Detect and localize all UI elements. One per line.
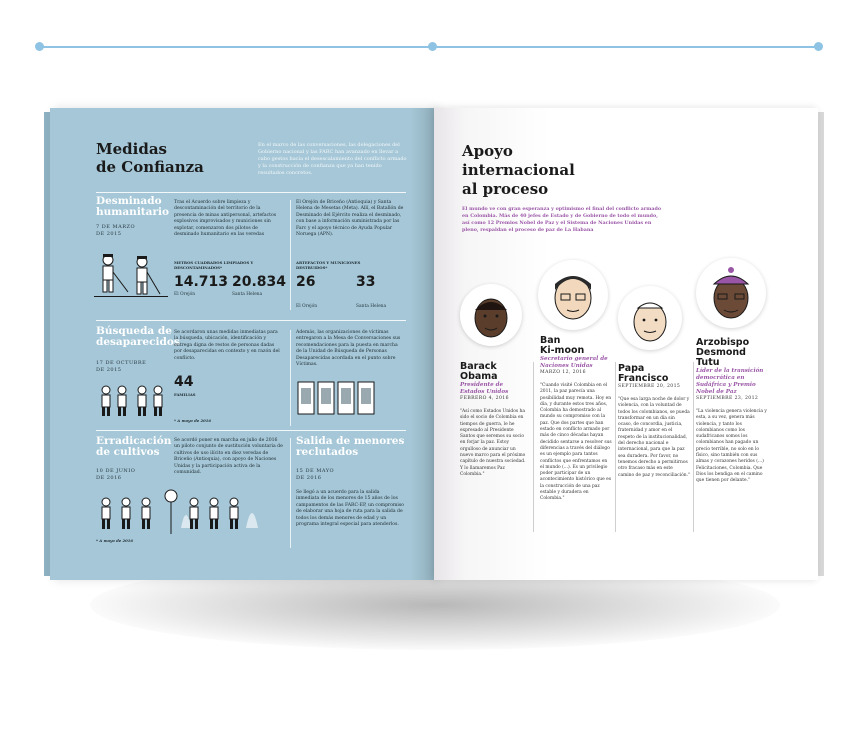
section-date: [96, 224, 135, 238]
person-role: Presidente de Estados Unidos: [460, 382, 509, 395]
documents-illustration: [296, 378, 378, 420]
person-name: Obama: [460, 371, 498, 382]
title-line: reclutados: [296, 446, 359, 458]
divider: [96, 430, 406, 431]
crops-illustration: [96, 488, 266, 538]
title-line: al proceso: [462, 180, 549, 198]
timeline-dot[interactable]: [814, 42, 823, 51]
title-line: Apoyo: [462, 142, 513, 160]
stat-label: ARTEFACTOS Y MUNICIONES DESTRUIDOS*: [296, 260, 361, 270]
body-text: Se acordaron unas medidas inmediatas para la búsqueda, ubicación, identificación y entrega digna de restos de personas dadas por desaparecidas en contexto y en razón del conflicto.: [174, 330, 280, 361]
date-line: DE 2016: [296, 475, 322, 481]
person-date: SEPTIEMBRE 23, 2012: [696, 396, 759, 401]
date-line: 7 DE MARZO: [96, 224, 136, 230]
timeline-bar: [38, 46, 818, 48]
date-line: DE 2015: [96, 367, 122, 373]
stat-label: METROS CUADRADOS LIMPIADOS Y DESCONTAMINADOS*: [174, 260, 254, 270]
page-title: [462, 142, 575, 199]
person-date: FEBRERO 4, 2016: [460, 396, 509, 401]
timeline-dot[interactable]: [428, 42, 437, 51]
section-title-erradicacion: [96, 436, 171, 458]
title-line: de cultivos: [96, 446, 160, 458]
divider: [615, 362, 616, 532]
date-line: DE 2015: [96, 231, 122, 237]
divider: [96, 320, 406, 321]
deminers-illustration: [94, 248, 170, 300]
footnote: * A mayo de 2016: [96, 538, 134, 543]
stat-number: 26: [296, 274, 316, 290]
stat-number: 33: [356, 274, 376, 290]
divider: [290, 438, 291, 548]
title-line: Erradicación: [96, 435, 172, 447]
avatar: [460, 284, 522, 346]
date-line: DE 2016: [96, 475, 122, 481]
stat-label: FAMILIAS: [174, 392, 196, 397]
stat-number: 44: [174, 374, 194, 390]
stat-place: Santa Helena: [356, 304, 387, 309]
divider: [533, 362, 534, 532]
person-quote: "Cuando visité Colombia en el 2011, la paz parecía una posibilidad muy remota. Hoy en día, y durante estos tres años, Colombia ha demostrado al mundo su compromiso con la paz. Que dos partes que han estado en conflicto armado por más de cinco décadas hayan decidido sentarse a resolver sus diferencias a través del diálogo es un ejemplo para tantos conflictos que enfrentamos en el mundo (...). Es un privilegio poder participar de un acontecimiento histórico que es la construcción de una paz estable y duradera en Colombia.": [540, 383, 612, 502]
body-text: Además, las organizaciones de víctimas entregaron a la Mesa de Conversaciones sus recomendaciones para la puesta en marcha de la Unidad de Búsqueda de Personas Desaparecidas acordada en el punto sobre Víctimas.: [296, 330, 401, 368]
person-role: Secretario general de Naciones Unidas: [540, 356, 608, 369]
timeline-dot[interactable]: [35, 42, 44, 51]
stat-number: 20.834: [232, 274, 287, 290]
title-line: internacional: [462, 161, 575, 179]
section-title-menores: [296, 436, 404, 458]
pope-francisco-portrait-icon: [618, 286, 682, 350]
section-title-desminado: [96, 196, 169, 218]
title-line: humanitario: [96, 206, 169, 218]
person-column: [460, 362, 528, 478]
date-line: 10 DE JUNIO: [96, 468, 136, 474]
title-line: desaparecidos: [96, 336, 180, 348]
person-name: Francisco: [618, 373, 669, 384]
person-column: [540, 336, 612, 503]
section-date: [96, 468, 135, 482]
divider: [290, 330, 291, 426]
section-date: [96, 360, 146, 374]
person-name: Ki-moon: [540, 345, 585, 356]
stat-place: El Orejón: [174, 292, 196, 297]
avatar: [618, 286, 682, 350]
intro-text: En el marco de las conversaciones, las delegaciones del Gobierno nacional y las FARC han avanzado en llevar a cabo gestos hacia el desescalamiento del conflicto armado y la construcción de confianza que ya han tenido resultados concretos.: [258, 142, 407, 176]
families-illustration: [96, 382, 166, 418]
right-page: [434, 108, 818, 580]
title-line: Desminado: [96, 195, 162, 207]
person-quote: "Que esa larga noche de dolor y violencia, con la voluntad de todos los colombianos, se pueda transformar en un día sin ocaso, de concordia, justicia, fraternidad y amor en el respeto de la institucionalidad, del derecho nacional e internacional, para que la paz sea duradera. Por favor, no tenemos derecho a permitirnos otro fracaso más en este camino de paz y reconciliación.": [618, 397, 690, 478]
divider: [693, 362, 694, 532]
footnote: * A mayo de 2016: [174, 418, 212, 423]
person-name: Tutu: [696, 357, 720, 368]
section-date: [296, 468, 334, 482]
person-date: MARZO 12, 2016: [540, 370, 586, 375]
person-name: Desmond: [696, 347, 746, 358]
title-line: Medidas: [96, 140, 167, 158]
intro-text: El mundo ve con gran esperanza y optimismo el final del conflicto armado en Colombia. Más de 40 jefes de Estado y de Gobierno de todo el mundo, así como 12 Premios Nobel de Paz y el Sistema de Naciones Unidas en pleno, respaldan el proceso de paz de La Habana: [462, 206, 662, 233]
obama-portrait-icon: [460, 284, 522, 346]
divider: [96, 192, 406, 193]
person-column: [696, 338, 770, 485]
page-title: [96, 140, 204, 176]
body-text: El Orejón de Briceño (Antioquia) y Santa Helena de Mesetas (Meta). Allí, el Batallón de Desminado del Ejército realiza el desminado, con base a información suministrada por las Farc y el apoyo técnico de Ayuda Popular Noruega (APN).: [296, 200, 404, 238]
person-quote: "Así como Estados Unidos ha sido el socio de Colombia en tiempos de guerra, le he expresado al Presidente Santos que seremos su socio en forjar la paz. Estoy orgulloso de anunciar un nuevo marco para el próximo capítulo de nuestra sociedad. Y lo llamaremos Paz Colombia.": [460, 409, 526, 477]
person-name: Barack: [460, 361, 497, 372]
ban-ki-moon-portrait-icon: [538, 260, 608, 330]
desmond-tutu-portrait-icon: [696, 258, 766, 328]
page-edge: [818, 112, 824, 576]
body-text: Se llegó a un acuerdo para la salida inmediata de los menores de 15 años de los campamentos de las FARC-EP, un compromiso de elaborar una hoja de ruta para la salida de todos los demás menores de edad y un programa integral especial para atenderlos.: [296, 490, 404, 528]
title-line: Búsqueda de: [96, 325, 172, 337]
section-title-busqueda: [96, 326, 180, 348]
title-line: de Confianza: [96, 158, 204, 176]
avatar: [696, 258, 766, 328]
body-text: Tras el Acuerdo sobre limpieza y descontaminación del territorio de la presencia de minas antipersonal, artefactos explosivos improvisados y municiones sin explotar, comenzaron dos pilotos de desminado humanitario en las veredas: [174, 200, 277, 238]
stat-number: 14.713: [174, 274, 229, 290]
person-role: Líder de la transición democrática en Sudáfrica y Premio Nobel de Paz: [696, 368, 764, 395]
divider: [290, 200, 291, 310]
avatar: [538, 260, 608, 330]
body-text: Se acordó poner en marcha en julio de 2016 un piloto conjunto de sustitución voluntaria de cultivos de uso ilícito en diez veredas de Briceño (Antioquia), con apoyo de Naciones Unidas y la participación activa de la comunidad.: [174, 438, 283, 476]
date-line: 17 DE OCTUBRE: [96, 360, 147, 366]
stat-place: El Orejón: [296, 304, 318, 309]
person-name: Arzobispo: [696, 337, 750, 348]
person-column: [618, 364, 690, 479]
person-date: SEPTIEMBRE 20, 2015: [618, 384, 681, 389]
title-line: Salida de menores: [296, 435, 405, 447]
left-page: [50, 108, 434, 580]
date-line: 15 DE MAYO: [296, 468, 335, 474]
person-name: Ban: [540, 335, 561, 346]
stat-place: Santa Helena: [232, 292, 263, 297]
person-name: Papa: [618, 363, 645, 374]
person-quote: "La violencia genera violencia y esta, a su vez, genera más violencia, y tanto los colombianos como los sudafricanos somos los colombianos han pagado un precio terrible, no solo en lo físico, sino también con sus almas y corazones heridos (...) Felicitaciones, Colombia. Que Dios los bendiga en el camino que tienen por delante.": [696, 409, 767, 484]
